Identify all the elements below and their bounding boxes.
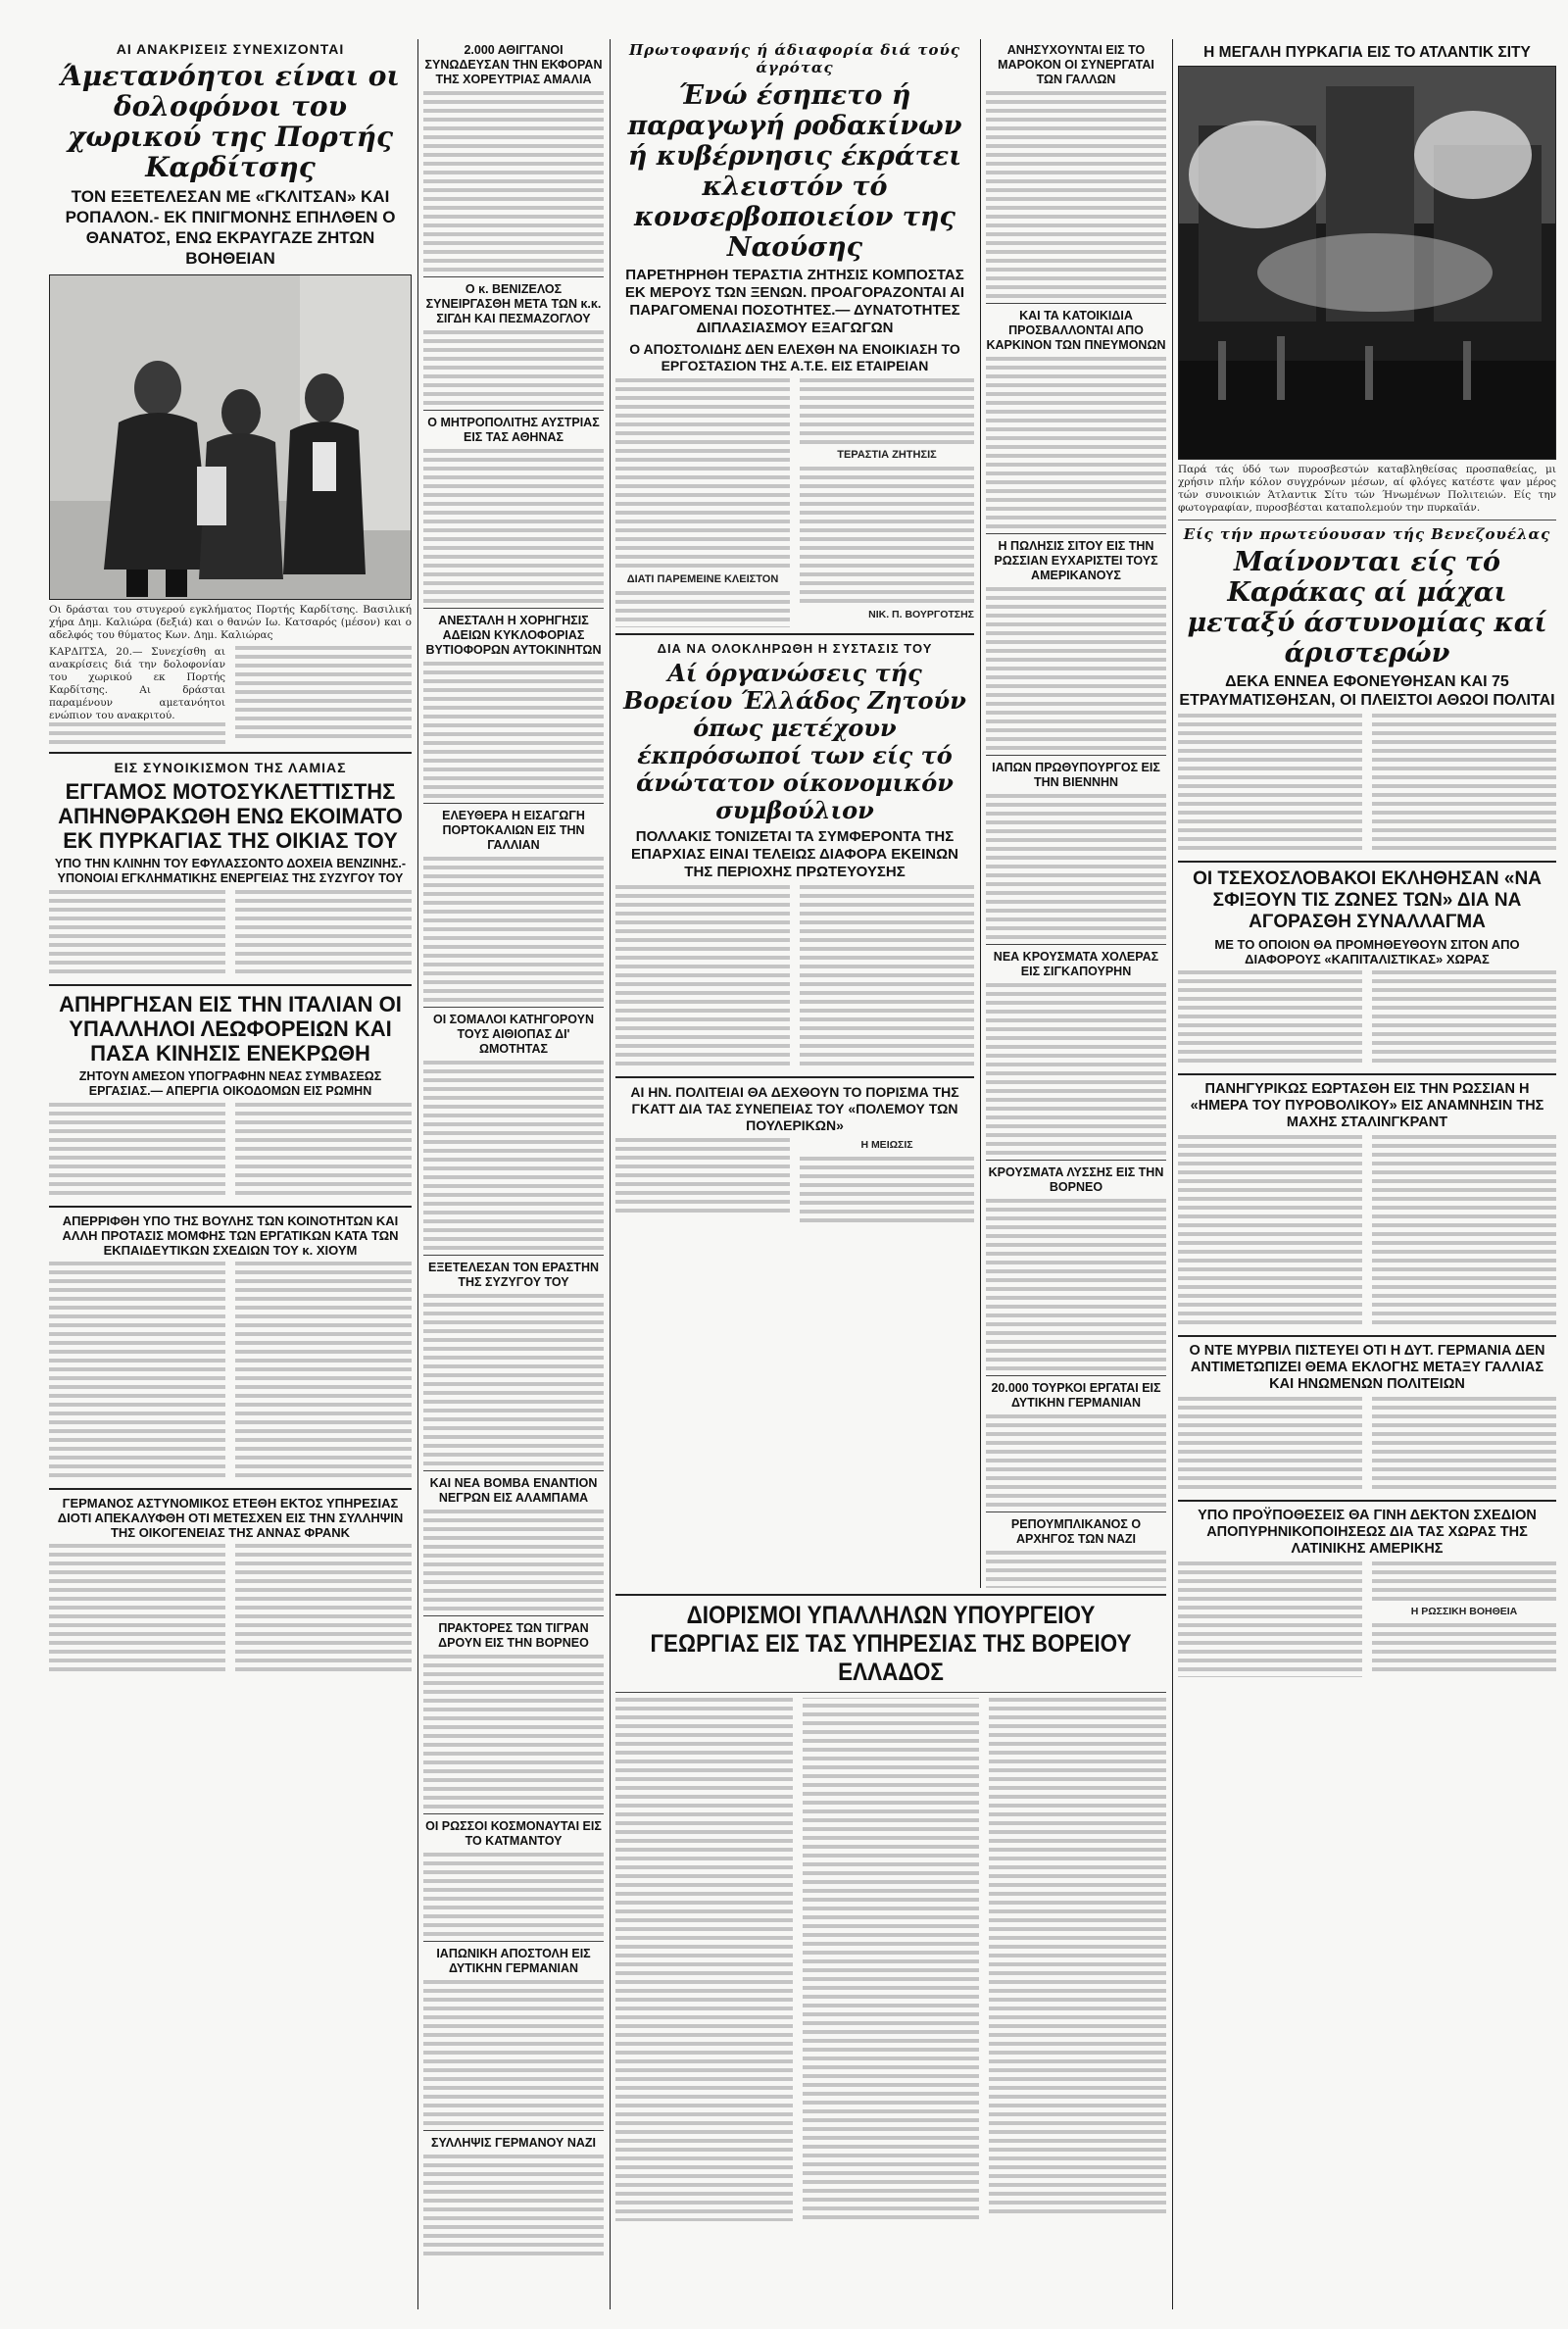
headline: 2.000 ΑΘΙΓΓΑΝΟΙ ΣΥΝΩΔΕΥΣΑΝ ΤΗΝ ΕΚΦΟΡΑΝ ΤΗΣ ΧΟΡΕΥΤΡΙΑΣ ΑΜΑΛΙΑ (424, 43, 603, 86)
headline: ΚΡΟΥΣΜΑΤΑ ΛΥΣΣΗΣ ΕΙΣ ΤΗΝ ΒΟΡΝΕΟ (988, 1165, 1164, 1194)
photo-caption: Οι δράσται του στυγερού εγκλήματος Πορτής Καρδίτσης. Βασιλική χήρα Δημ. Καλιώρα (δεξιά) και ο θανών Ιω. Κατσαρός (μέσον) και ο αδελφός του θύματος Κων. Δημ. Καλιώρας (49, 604, 412, 641)
column-2 (423, 39, 604, 2309)
article-body (615, 885, 974, 1070)
text-lines (49, 1544, 412, 1676)
article-body (1178, 1135, 1556, 1329)
fire-photo-image (1179, 67, 1555, 459)
lead-subheadline: ΤΟΝ ΕΞΕΤΕΛΕΣΑΝ ΜΕ «ΓΚΛΙΤΣΑΝ» ΚΑΙ ΡΟΠΑΛΟΝ.- ΕΚ ΠΝΙΓΜΟΝΗΣ ΕΠΗΛΘΕΝ Ο ΘΑΝΑΤΟΣ, ΕΝΩ ΕΚΡΑΥΓΑΖΕ ΖΗΤΩΝ ΒΟΗΘΕΙΑΝ (65, 187, 396, 268)
headline: ΔΙΟΡΙΣΜΟΙ ΥΠΑΛΛΗΛΩΝ ΥΠΟΥΡΓΕΙΟΥ ΓΕΩΡΓΙΑΣ ΕΙΣ ΤΑΣ ΥΠΗΡΕΣΙΑΣ ΤΗΣ ΒΟΡΕΙΟΥ ΕΛΛΑΔΟΣ (650, 1602, 1132, 1686)
column-rule (1172, 39, 1173, 2309)
article-body (49, 890, 412, 978)
headline: ΑΝΕΣΤΑΛΗ Η ΧΟΡΗΓΗΣΙΣ ΑΔΕΙΩΝ ΚΥΚΛΟΦΟΡΙΑΣ ΒΥΤΙΟΦΟΡΩΝ ΑΥΤΟΚΙΝΗΤΩΝ (425, 614, 602, 657)
text-lines (49, 1262, 412, 1482)
headline: ΑΠΗΡΓΗΣΑΝ ΕΙΣ ΤΗΝ ΙΤΑΛΙΑΝ ΟΙ ΥΠΑΛΛΗΛΟΙ ΛΕΩΦΟΡΕΙΩΝ ΚΑΙ ΠΑΣΑ ΚΙΝΗΣΙΣ ΕΝΕΚΡΩΘΗ (59, 992, 402, 1065)
section-title: ΤΕΡΑΣΤΙΑ ΖΗΤΗΣΙΣ (837, 448, 937, 461)
kicker: ΔΙΑ ΝΑ ΟΛΟΚΛΗΡΩΘΗ Η ΣΥΣΤΑΣΙΣ ΤΟΥ (657, 640, 933, 656)
section-title: ΔΙΑΤΙ ΠΑΡΕΜΕΙΝΕ ΚΛΕΙΣΤΟΝ (626, 573, 779, 585)
article-body (423, 2155, 604, 2255)
photo-caption: Παρά τάς ύδό των πυροσβεστών καταβληθείσας προσπαθείας, μι χρήσιν πλήν κόλον συγχρόνων μέσων, αί φλόγες κατέστε ψαν μέρος τών συνοικιών Άτλαντικ Σίτυ τών Ήνωμένων Πολιτειών. Είς την φωτογραφίαν, πυροσβέσται καταπολεμούν την πυρκαϊάν. (1178, 464, 1556, 514)
headline: ΟΙ ΣΟΜΑΛΟΙ ΚΑΤΗΓΟΡΟΥΝ ΤΟΥΣ ΑΙΘΙΟΠΑΣ ΔΙ' ΩΜΟΤΗΤΑΣ (433, 1013, 594, 1056)
subheadline: ΔΕΚΑ ΕΝΝΕΑ ΕΦΟΝΕΥΘΗΣΑΝ ΚΑΙ 75 ΕΤΡΑΥΜΑΤΙΣΘΗΣΑΝ, ΟΙ ΠΛΕΙΣΤΟΙ ΑΘΩΟΙ ΠΟΛΙΤΑΙ (1179, 673, 1555, 709)
subheadline: ΠΑΡΕΤΗΡΗΘΗ ΤΕΡΑΣΤΙΑ ΖΗΤΗΣΙΣ ΚΟΜΠΟΣΤΑΣ ΕΚ ΜΕΡΟΥΣ ΤΩΝ ΞΕΝΩΝ. ΠΡΟΑΓΟΡΑΖΟΝΤΑΙ ΑΙ ΠΑΡΑΓΟΜΕΝΑΙ ΠΟΣΟΤΗΤΕΣ.— ΔΥΝΑΤΟΤΗΤΕΣ ΔΙΠΛΑΣΙΑΣΜΟΥ ΕΞΑΓΩΓΩΝ (624, 267, 965, 336)
article-body (986, 1414, 1166, 1507)
article-body (1178, 1397, 1556, 1494)
article-body (423, 330, 604, 405)
subheadline: ΜΕ ΤΟ ΟΠΟΙΟΝ ΘΑ ΠΡΟΜΗΘΕΥΘΟΥΝ ΣΙΤΟΝ ΑΠΟ ΔΙΑΦΟΡΟΥΣ «ΚΑΠΙΤΑΛΙΣΤΙΚΑΣ» ΧΩΡΑΣ (1214, 937, 1520, 966)
article-body (1178, 970, 1556, 1067)
article-body (986, 1199, 1166, 1370)
lead-headline: Ένώ έσηπετο ή παραγωγή ροδακίνων ή κυβέρνησις έκράτει κλειστόν τό κονσερβοποιείον της Ναούσης (627, 80, 962, 263)
column-6-7 (1178, 39, 1556, 2309)
article-body (49, 1103, 412, 1200)
headline: ΠΑΝΗΓΥΡΙΚΩΣ ΕΩΡΤΑΣΘΗ ΕΙΣ ΤΗΝ ΡΩΣΣΙΑΝ Η «ΗΜΕΡΑ ΤΟΥ ΠΥΡΟΒΟΛΙΚΟΥ» ΕΙΣ ΑΝΑΜΝΗΣΙΝ ΤΗΣ ΜΑΧΗΣ ΣΤΑΛΙΝΓΚΡΑΝΤ (1190, 1081, 1544, 1130)
lead-body-text: ΚΑΡΔΙΤΣΑ, 20.— Συνεχίσθη αι ανακρίσεις διά την δολοφονίαν του χωρικού εκ Πορτής Καρδίτσης. Αι δράσται παραμένουν αμετανόητοι ενώπιον του ανακριτού. (49, 646, 225, 721)
kicker: ΕΙΣ ΣΥΝΟΙΚΙΣΜΟΝ ΤΗΣ ΛΑΜΙΑΣ (114, 760, 347, 775)
article-body (986, 357, 1166, 528)
article-body (423, 1061, 604, 1250)
appointments-section (615, 1588, 1166, 2313)
headline: ΑΙ ΗΝ. ΠΟΛΙΤΕΙΑΙ ΘΑ ΔΕΧΘΟΥΝ ΤΟ ΠΟΡΙΣΜΑ ΤΗΣ ΓΚΑΤΤ ΔΙΑ ΤΑΣ ΣΥΝΕΠΕΙΑΣ ΤΟΥ «ΠΟΛΕΜΟΥ ΤΩΝ ΠΟΥΛΕΡΙΚΩΝ» (630, 1083, 959, 1133)
fire-photo (1178, 66, 1556, 460)
headline: Ο κ. ΒΕΝΙΖΕΛΟΣ ΣΥΝΕΙΡΓΑΣΘΗ ΜΕΤΑ ΤΩΝ κ.κ. ΣΙΓΔΗ ΚΑΙ ΠΕΣΜΑΖΟΓΛΟΥ (425, 282, 602, 325)
headline: ΝΕΑ ΚΡΟΥΣΜΑΤΑ ΧΟΛΕΡΑΣ ΕΙΣ ΣΙΓΚΑΠΟΥΡΗΝ (993, 950, 1159, 978)
subheadline: ΥΠΟ ΤΗΝ ΚΛΙΝΗΝ ΤΟΥ ΕΦΥΛΑΣΣΟΝΤΟ ΔΟΧΕΙΑ ΒΕΝΖΙΝΗΣ.- ΥΠΟΝΟΙΑΙ ΕΓΚΛΗΜΑΤΙΚΗΣ ΕΝΕΡΓΕΙΑΣ ΤΗΣ ΣΥΖΥΓΟΥ ΤΟΥ (54, 857, 407, 885)
article-body (615, 1138, 974, 1222)
article-body (423, 1294, 604, 1465)
headline: ΙΑΠΩΝΙΚΗ ΑΠΟΣΤΟΛΗ ΕΙΣ ΔΥΤΙΚΗΝ ΓΕΡΜΑΝΙΑΝ (436, 1947, 591, 1975)
headline: ΠΡΑΚΤΟΡΕΣ ΤΩΝ ΤΙΓΡΑΝ ΔΡΟΥΝ ΕΙΣ ΤΗΝ ΒΟΡΝΕΟ (438, 1621, 589, 1650)
headline: ΑΝΗΣΥΧΟΥΝΤΑΙ ΕΙΣ ΤΟ ΜΑΡΟΚΟΝ ΟΙ ΣΥΝΕΡΓΑΤΑΙ ΤΩΝ ΓΑΛΛΩΝ (998, 43, 1154, 86)
kicker: ΑΙ ΑΝΑΚΡΙΣΕΙΣ ΣΥΝΕΧΙΖΟΝΤΑΙ (116, 41, 345, 57)
lead-article-body (49, 646, 412, 746)
article-body (423, 91, 604, 272)
headline: ΡΕΠΟΥΜΠΛΙΚΑΝΟΣ Ο ΑΡΧΗΓΟΣ ΤΩΝ ΝΑΖΙ (1010, 1517, 1142, 1546)
article-body (423, 1655, 604, 1809)
headline: ΟΙ ΤΣΕΧΟΣΛΟΒΑΚΟΙ ΕΚΛΗΘΗΣΑΝ «ΝΑ ΣΦΙΞΟΥΝ ΤΙΣ ΖΩΝΕΣ ΤΩΝ» ΔΙΑ ΝΑ ΑΓΟΡΑΣΘΗ ΣΥΝΑΛΛΑΓΜΑ (1193, 868, 1542, 932)
text-lines (49, 890, 412, 978)
headline: ΚΑΙ ΤΑ ΚΑΤΟΙΚΙΔΙΑ ΠΡΟΣΒΑΛΛΟΝΤΑΙ ΑΠΟ ΚΑΡΚΙΝΟΝ ΤΩΝ ΠΝΕΥΜΟΝΩΝ (986, 309, 1166, 352)
headline: Μαίνονται είς τό Καράκας αί μάχαι μεταξύ άστυνομίας καί άριστερών (1187, 547, 1547, 669)
article-body (423, 857, 604, 1002)
article-body (49, 1262, 412, 1482)
headline: Ο ΜΗΤΡΟΠΟΛΙΤΗΣ ΑΥΣΤΡΙΑΣ ΕΙΣ ΤΑΣ ΑΘΗΝΑΣ (427, 416, 600, 444)
article-body (423, 1853, 604, 1936)
headline: ΓΕΡΜΑΝΟΣ ΑΣΤΥΝΟΜΙΚΟΣ ΕΤΕΘΗ ΕΚΤΟΣ ΥΠΗΡΕΣΙΑΣ ΔΙΟΤΙ ΑΠΕΚΑΛΥΦΘΗ ΟΤΙ ΜΕΤΕΣΧΕΝ ΕΙΣ ΤΗΝ ΣΥΛΛΗΨΙΝ ΤΗΣ ΟΙΚΟΓΕΝΕΙΑΣ ΤΗΣ ΑΝΝΑΣ ΦΡΑΝΚ (57, 1496, 404, 1540)
headline: ΟΙ ΡΩΣΣΟΙ ΚΟΣΜΟΝΑΥΤΑΙ ΕΙΣ ΤΟ ΚΑΤΜΑΝΤΟΥ (425, 1819, 602, 1848)
kicker: Είς τήν πρωτεύουσαν τής Βενεζουέλας (1183, 525, 1551, 543)
suspects-photo-image (50, 275, 411, 599)
headline: ΚΑΙ ΝΕΑ ΒΟΜΒΑ ΕΝΑΝΤΙΟΝ ΝΕΓΡΩΝ ΕΙΣ ΑΛΑΜΠΑΜΑ (429, 1476, 598, 1505)
headline: ΣΥΛΛΗΨΙΣ ΓΕΡΜΑΝΟΥ ΝΑΖΙ (431, 2136, 596, 2150)
headline: ΙΑΠΩΝ ΠΡΩΘΥΠΟΥΡΓΟΣ ΕΙΣ ΤΗΝ ΒΙΕΝΝΗΝ (992, 761, 1160, 789)
headline: Ο ΝΤΕ ΜΥΡΒΙΛ ΠΙΣΤΕΥΕΙ ΟΤΙ Η ΔΥΤ. ΓΕΡΜΑΝΙΑ ΔΕΝ ΑΝΤΙΜΕΤΩΠΙΖΕΙ ΘΕΜΑ ΕΚΛΟΓΗΣ ΜΕΤΑΞΥ ΓΑΛΛΙΑΣ ΚΑΙ ΗΝΩΜΕΝΩΝ ΠΟΛΙΤΕΙΩΝ (1189, 1343, 1545, 1392)
subheadline: Ο ΑΠΟΣΤΟΛΙΔΗΣ ΔΕΝ ΕΛΕΧΘΗ ΝΑ ΕΝΟΙΚΙΑΣΗ ΤΟ ΕΡΓΟΣΤΑΣΙΟΝ ΤΗΣ Α.Τ.Ε. ΕΙΣ ΕΤΑΙΡΕΙΑΝ (629, 341, 960, 373)
suspects-photo (49, 274, 412, 600)
article-body (986, 587, 1166, 750)
headline: ΥΠΟ ΠΡΟΫΠΟΘΕΣΕΙΣ ΘΑ ΓΙΝΗ ΔΕΚΤΟΝ ΣΧΕΔΙΟΝ ΑΠΟΠΥΡΗΝΙΚΟΠΟΙΗΣΕΩΣ ΔΙΑ ΤΑΣ ΧΩΡΑΣ ΤΗΣ ΛΑΤΙΝΙΚΗΣ ΑΜΕΡΙΚΗΣ (1198, 1508, 1537, 1557)
column-rule (417, 39, 418, 2309)
text-lines (49, 1103, 412, 1200)
article-body (423, 662, 604, 798)
column-rule (610, 39, 611, 2309)
author: ΝΙΚ. Π. ΒΟΥΡΓΟΤΣΗΣ (868, 608, 974, 620)
article-body (986, 91, 1166, 298)
subheadline: ΖΗΤΟΥΝ ΑΜΕΣΟΝ ΥΠΟΓΡΑΦΗΝ ΝΕΑΣ ΣΥΜΒΑΣΕΩΣ ΕΡΓΑΣΙΑΣ.— ΑΠΕΡΓΙΑ ΟΙΚΟΔΟΜΩΝ ΕΙΣ ΡΩΜΗΝ (78, 1069, 382, 1098)
section-title: Η ΜΕΙΩΣΙΣ (860, 1138, 913, 1151)
article-body (423, 449, 604, 603)
headline: ΕΞΕΤΕΛΕΣΑΝ ΤΟΝ ΕΡΑΣΤΗΝ ΤΗΣ ΣΥΖΥΓΟΥ ΤΟΥ (428, 1261, 599, 1289)
section-title: Η ΡΩΣΣΙΚΗ ΒΟΗΘΕΙΑ (1410, 1605, 1518, 1617)
kicker: Πρωτοφανής ή άδιαφορία διά τούς άγρότας (628, 41, 961, 76)
headline: ΕΛΕΥΘΕΡΑ Η ΕΙΣΑΓΩΓΗ ΠΟΡΤΟΚΑΛΙΩΝ ΕΙΣ ΤΗΝ ΓΑΛΛΙΑΝ (442, 809, 585, 852)
headline: ΑΠΕΡΡΙΦΘΗ ΥΠΟ ΤΗΣ ΒΟΥΛΗΣ ΤΩΝ ΚΟΙΝΟΤΗΤΩΝ ΚΑΙ ΑΛΛΗ ΠΡΟΤΑΣΙΣ ΜΟΜΦΗΣ ΤΩΝ ΕΡΓΑΤΙΚΩΝ ΚΑΤΑ ΤΩΝ ΕΚΠΑΙΔΕΥΤΙΚΩΝ ΣΧΕΔΙΩΝ ΤΟΥ κ. ΧΙΟΥΜ (62, 1214, 399, 1258)
article-body (423, 1510, 604, 1610)
article-body (49, 1544, 412, 1676)
article-body (1178, 714, 1556, 855)
article-body (615, 378, 974, 627)
article-body (615, 1698, 1166, 2221)
article-body (423, 1980, 604, 2125)
article-body (986, 983, 1166, 1155)
article-body (1178, 1561, 1556, 1677)
article-body (986, 794, 1166, 939)
headline: Η ΜΕΓΑΛΗ ΠΥΡΚΑΓΙΑ ΕΙΣ ΤΟ ΑΤΛΑΝΤΙΚ ΣΙΤΥ (1203, 44, 1531, 61)
headline: 20.000 ΤΟΥΡΚΟΙ ΕΡΓΑΤΑΙ ΕΙΣ ΔΥΤΙΚΗΝ ΓΕΡΜΑΝΙΑΝ (991, 1381, 1161, 1410)
column-1 (49, 39, 412, 2309)
headline: Αί όργανώσεις τής Βορείου Έλλάδος Ζητούν όπως μετέχουν έκπρόσωποί των είς τό άνώτατον οίκονομικόν συμβούλιον (623, 658, 966, 824)
lead-headline: Άμετανόητοι είναι οι δολοφόνοι του χωρικού της Πορτής Καρδίτσης (61, 60, 400, 183)
headline: ΕΓΓΑΜΟΣ ΜΟΤΟΣΥΚΛΕΤΤΙΣΤΗΣ ΑΠΗΝΘΡΑΚΩΘΗ ΕΝΩ ΕΚΟΙΜΑΤΟ ΕΚ ΠΥΡΚΑΓΙΑΣ ΤΗΣ ΟΙΚΙΑΣ ΤΟΥ (58, 779, 403, 853)
subheadline: ΠΟΛΛΑΚΙΣ ΤΟΝΙΖΕΤΑΙ ΤΑ ΣΥΜΦΕΡΟΝΤΑ ΤΗΣ ΕΠΑΡΧΙΑΣ ΕΙΝΑΙ ΤΕΛΕΙΩΣ ΔΙΑΦΟΡΑ ΕΚΕΙΝΩΝ ΤΗΣ ΠΕΡΙΟΧΗΣ ΠΡΩΤΕΥΟΥΣΗΣ (631, 827, 958, 880)
headline: Η ΠΩΛΗΣΙΣ ΣΙΤΟΥ ΕΙΣ ΤΗΝ ΡΩΣΣΙΑΝ ΕΥΧΑΡΙΣΤΕΙ ΤΟΥΣ ΑΜΕΡΙΚΑΝΟΥΣ (994, 539, 1158, 582)
